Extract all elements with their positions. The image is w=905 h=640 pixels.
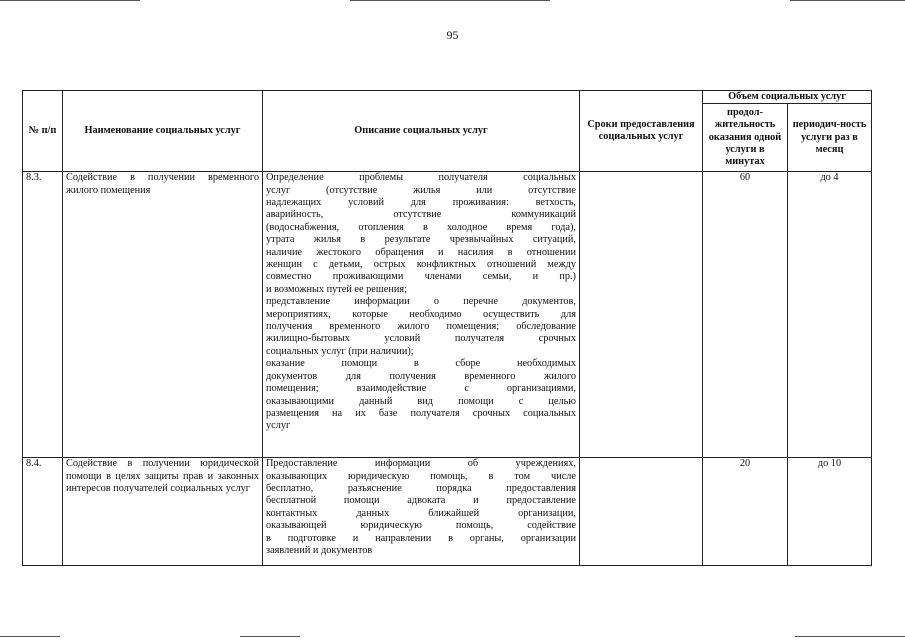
scan-rule-top (790, 0, 905, 1)
scan-rule-top (0, 0, 140, 1)
service-frequency: до 10 (788, 458, 872, 566)
description-line: Предоставление информации об учреждениях, (266, 458, 576, 470)
header-name: Наименование социальных услуг (63, 91, 263, 172)
description-line: оказывающих юридическую помощь, в том числе (266, 470, 576, 482)
description-line: контактных данных ближайшей организации, (266, 507, 576, 519)
description-line: документов для получения временного жилого (266, 370, 576, 382)
description-line: помещения; взаимодействие с организациями, (266, 383, 576, 395)
scan-rule-top (350, 0, 550, 1)
page-number: 95 (446, 28, 459, 42)
description-line: услуг (отсутствие жилья или отсутствие (266, 184, 576, 196)
description-line: (водоснабжения, отопления в холодное время года), (266, 221, 576, 233)
service-name: Содействие в получении юридической помощи в целях защиты прав и законных интересов получателей социальных услуг (63, 458, 263, 566)
description-line: женщин с детьми, острых конфликтных отношений между (266, 259, 576, 271)
header-duration: продол-жительность оказания одной услуги в минутах (703, 104, 788, 172)
description-line: бесплатной помощи адвоката и предоставление (266, 495, 576, 507)
description-line: и возможных путей ее решения; (266, 283, 407, 295)
description-line: Определение проблемы получателя социальных (266, 172, 576, 184)
header-num: № п/п (23, 91, 63, 172)
description-line: социальных услуг (при наличии); (266, 345, 414, 357)
description-line: надлежащих условий для проживания: ветхость, (266, 197, 576, 209)
scan-rule-bottom (795, 636, 905, 637)
service-name: Содействие в получении временного жилого помещения (63, 172, 263, 458)
header-description: Описание социальных услуг (263, 91, 580, 172)
description-line: оказывающими данный вид помощи с целью (266, 395, 576, 407)
header-terms: Сроки предоставления социальных услуг (580, 91, 703, 172)
table-row (23, 172, 872, 458)
description-line: наличие жестокого обращения и насилия в отношении (266, 246, 576, 258)
description-line: получения временного жилого помещения; обследование (266, 321, 576, 333)
service-terms (580, 172, 703, 458)
description-line: бесплатно, разъяснение порядка предоставления (266, 483, 576, 495)
description-line: представление информации о перечне документов, (266, 296, 576, 308)
service-terms (580, 458, 703, 566)
row-number: 8.4. (23, 458, 63, 566)
description-line: оказание помощи в сборе необходимых (266, 358, 576, 370)
description-line: жилищно-бытовых условий получателя срочных (266, 333, 576, 345)
service-description (263, 458, 580, 566)
scan-rule-bottom (0, 636, 60, 637)
header-frequency: периодич-ность услуги раз в месяц (788, 104, 872, 172)
description-line: в подготовке и направлении в органы, организации (266, 532, 576, 544)
description-line: оказывающей юридическую помощь, содействие (266, 520, 576, 532)
row-number: 8.3. (23, 172, 63, 458)
social-services-table (22, 90, 872, 566)
service-description (263, 172, 580, 458)
service-duration: 20 (703, 458, 788, 566)
header-volume-group: Объем социальных услуг (703, 91, 872, 104)
description-line: заявлений и документов (266, 545, 373, 557)
description-line: услуг (266, 420, 291, 432)
description-line: размещения на их базе получателя срочных социальных (266, 407, 576, 419)
description-line: совместно проживающими членами семьи, и пр.) (266, 271, 576, 283)
service-frequency: до 4 (788, 172, 872, 458)
table-row (23, 458, 872, 566)
service-duration: 60 (703, 172, 788, 458)
description-line: аварийность, отсутствие коммуникаций (266, 209, 576, 221)
description-line: мероприятиях, которые необходимо осуществить для (266, 308, 576, 320)
description-line: утрата жилья в результате чрезвычайных ситуаций, (266, 234, 576, 246)
scan-rule-bottom (240, 636, 300, 637)
